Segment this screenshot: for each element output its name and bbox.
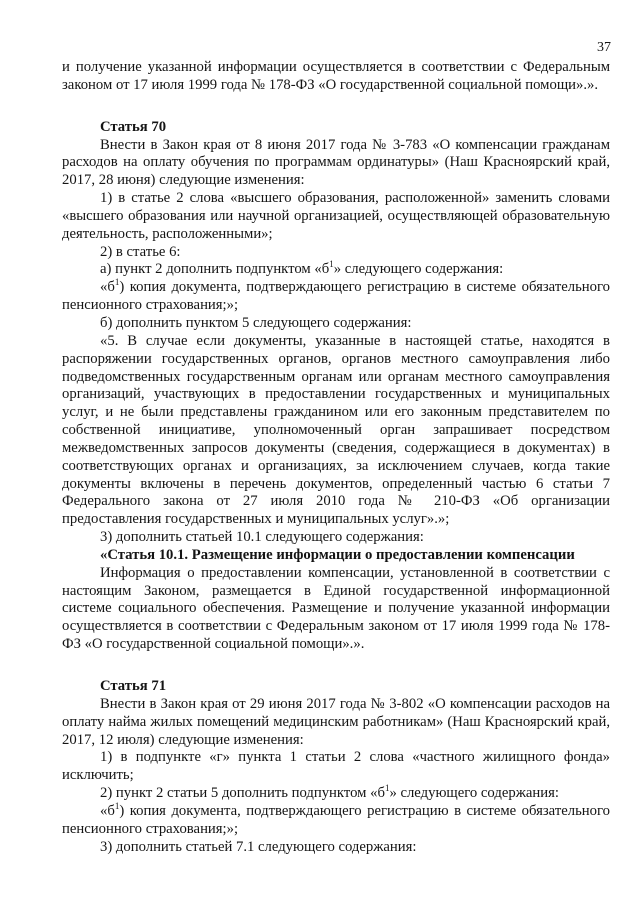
article-71-item-2: 2) пункт 2 статьи 5 дополнить подпунктом «$б^1$» следующего содержания: xyxy=(100,783,559,802)
article-71-heading: Статья 71 xyxy=(100,678,167,694)
article-70-item-2: 2) в статье 6: xyxy=(100,243,181,260)
intro-paragraph: и получение указанной информации осуществляется в соответствии с Федеральным законом от 17 июля 1999 года № 178-ФЗ «О государственной социальной помощи».». xyxy=(62,59,610,93)
article-10-1-text: Информация о предоставлении компенсации, установленной в соответствии с настоящим Законом, размещается в Единой государственной информационной системе социального обеспечения. Размещение и получение указанной информации осуществляется в соответствии с Федеральным законом от 17 июля 1999 года № 178-ФЗ «О государственной социальной помощи».». xyxy=(62,564,610,653)
article-70-subitem-b1: «$б^1$) копия документа, подтверждающего регистрацию в системе обязательного пенсионного страхования;»; xyxy=(62,277,610,314)
article-71-intro: Внести в Закон края от 29 июня 2017 года № 3-802 «О компенсации расходов на оплату найма жилых помещений медицинским работникам» (Наш Красноярский край, 2017, 12 июля) следующие изменения: xyxy=(62,695,610,748)
article-70-item-3: 3) дополнить статьей 10.1 следующего содержания: xyxy=(100,529,424,546)
article-70-heading: Статья 70 xyxy=(100,118,167,135)
document-body xyxy=(62,59,610,856)
article-71-item-1: 1) в подпункте «г» пункта 1 статьи 2 слова «частного жилищного фонда» исключить; xyxy=(62,749,610,784)
article-70-intro: Внести в Закон края от 8 июня 2017 года № 3-783 «О компенсации гражданам расходов на оплату обучения по программам ординатуры» (Наш Красноярский край, 2017, 28 июня) следующие изменения: xyxy=(62,136,610,189)
article-70-item-2b: б) дополнить пунктом 5 следующего содержания: xyxy=(100,314,412,331)
article-10-1-heading: «Статья 10.1. Размещение информации о предоставлении компенсации xyxy=(100,546,575,563)
article-70-item-2a: а) пункт 2 дополнить подпунктом «$б^1$» следующего содержания: xyxy=(100,259,504,278)
article-70 xyxy=(62,119,610,654)
article-71-subitem-b1: «$б^1$) копия документа, подтверждающего регистрацию в системе обязательного пенсионного страхования;»; xyxy=(62,801,610,837)
article-71 xyxy=(62,678,610,856)
article-70-item-1: 1) в статье 2 слова «высшего образования, расположенной» заменить словами «высшего образования или научной организацией, осуществляющей образовательную деятельность, расположенными»; xyxy=(62,190,610,242)
page-number: 37 xyxy=(597,40,611,55)
article-70-point-5: «5. В случае если документы, указанные в настоящей статье, находятся в распоряжении государственных органов, органов местного самоуправления либо подведомственных государственным органам или органам местного самоуправления организаций, участвующих в предоставлении государственных и муниципальных услуг, и не были представлены гражданином или его законным представителем по собственной инициативе, уполномоченный орган запрашивает посредством межведомственных запросов документы (сведения, содержащиеся в документах) в соответствующих органах и организациях, за исключением случаев, когда такие документы включены в перечень документов, определенный частью 6 статьи 7 Федерального закона от 27 июля 2010 года № 210-ФЗ «Об организации предоставления государственных и муниципальных услуг».»; xyxy=(62,332,610,528)
article-71-item-3: 3) дополнить статьей 7.1 следующего содержания: xyxy=(100,838,417,855)
